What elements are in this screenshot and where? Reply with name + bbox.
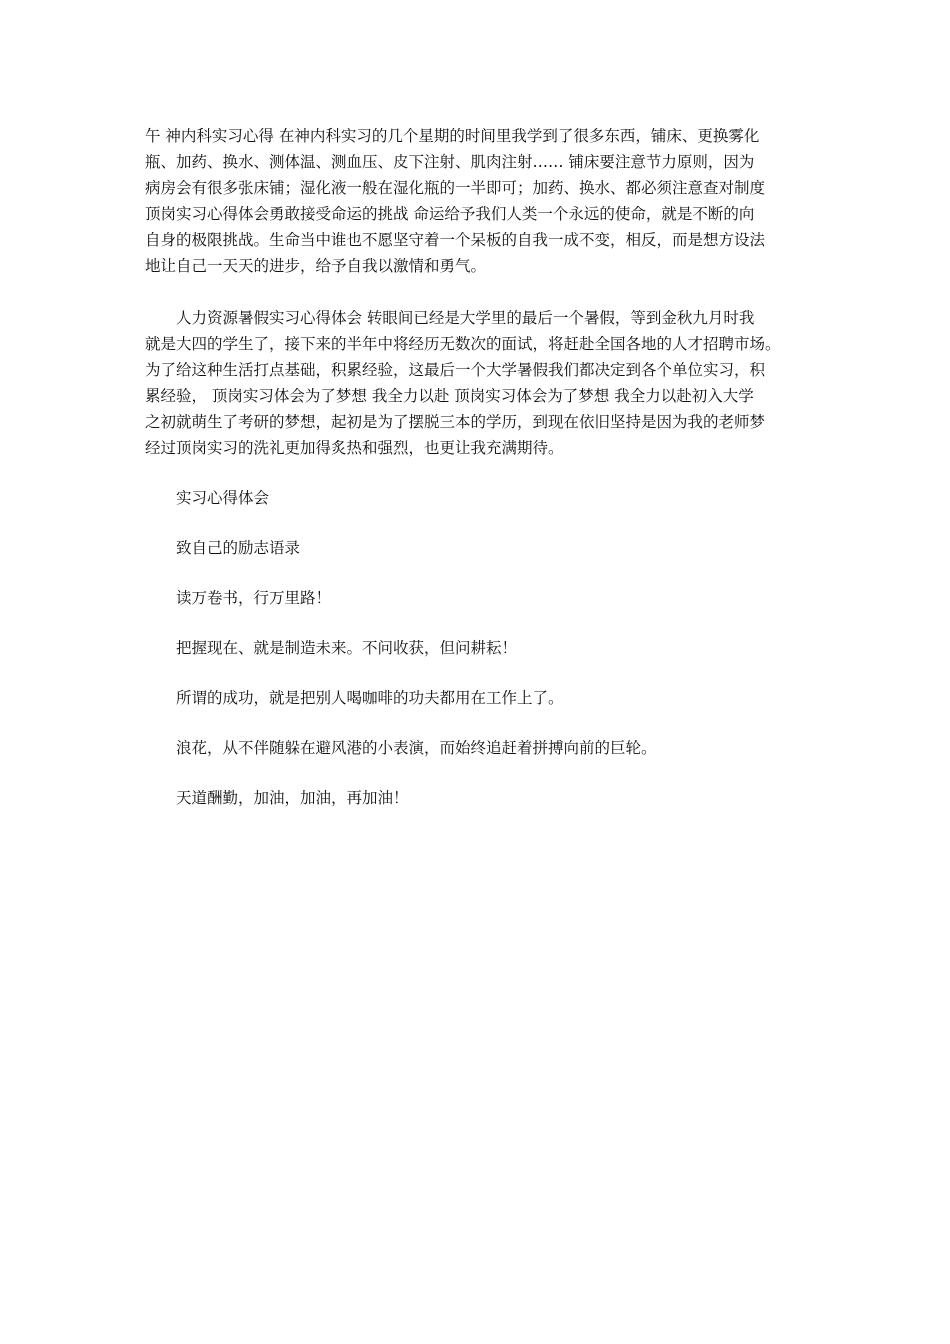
section-heading: 实习心得体会	[176, 489, 270, 507]
quote-item: 读万卷书，行万里路！	[176, 589, 332, 607]
quote-item: 把握现在、就是制造未来。不问收获，但问耕耘！	[176, 639, 518, 657]
paragraph-hr-internship	[145, 305, 810, 461]
paragraph-neurology-internship	[145, 123, 810, 279]
paragraph-line: 地让自己一天天的进步，给予自我以激情和勇气。	[145, 257, 487, 275]
document-body	[145, 123, 810, 811]
paragraph-line: 经过顶岗实习的洗礼更加得炙热和强烈，也更让我充满期待。	[145, 439, 564, 457]
paragraph-line: 之初就萌生了考研的梦想，起初是为了摆脱三本的学历，到现在依旧坚持是因为我的老师梦	[145, 413, 766, 431]
quote-item: 天道酬勤，加油，加油，再加油！	[176, 789, 409, 807]
quotes-title: 致自己的励志语录	[176, 539, 301, 557]
paragraph-line: 自身的极限挑战。生命当中谁也不愿坚守着一个呆板的自我一成不变，相反，而是想方设法	[145, 231, 766, 249]
paragraph-line: 累经验， 顶岗实习体会为了梦想 我全力以赴 顶岗实习体会为了梦想 我全力以赴初入大学	[145, 387, 754, 405]
paragraph-line: 瓶、加药、换水、测体温、测血压、皮下注射、肌肉注射…… 铺床要注意节力原则，因为	[145, 153, 755, 171]
paragraph-line: 顶岗实习心得体会勇敢接受命运的挑战 命运给予我们人类一个永远的使命，就是不断的向	[145, 205, 755, 223]
paragraph-line: 病房会有很多张床铺；湿化液一般在湿化瓶的一半即可；加药、换水、都必须注意查对制度	[145, 179, 766, 197]
paragraph-line: 为了给这种生活打点基础，积累经验，这最后一个大学暑假我们都决定到各个单位实习，积	[145, 361, 766, 379]
quote-item: 浪花，从不伴随躲在避风港的小表演，而始终追赶着拼搏向前的巨轮。	[176, 739, 657, 757]
paragraph-line: 午 神内科实习心得 在神内科实习的几个星期的时间里我学到了很多东西，铺床、更换雾化	[145, 127, 760, 145]
quote-item: 所谓的成功，就是把别人喝咖啡的功夫都用在工作上了。	[176, 689, 564, 707]
paragraph-line: 就是大四的学生了，接下来的半年中将经历无数次的面试，将赶赴全国各地的人才招聘市场。	[145, 335, 781, 353]
paragraph-line: 人力资源暑假实习心得体会 转眼间已经是大学里的最后一个暑假，等到金秋九月时我	[176, 309, 755, 327]
